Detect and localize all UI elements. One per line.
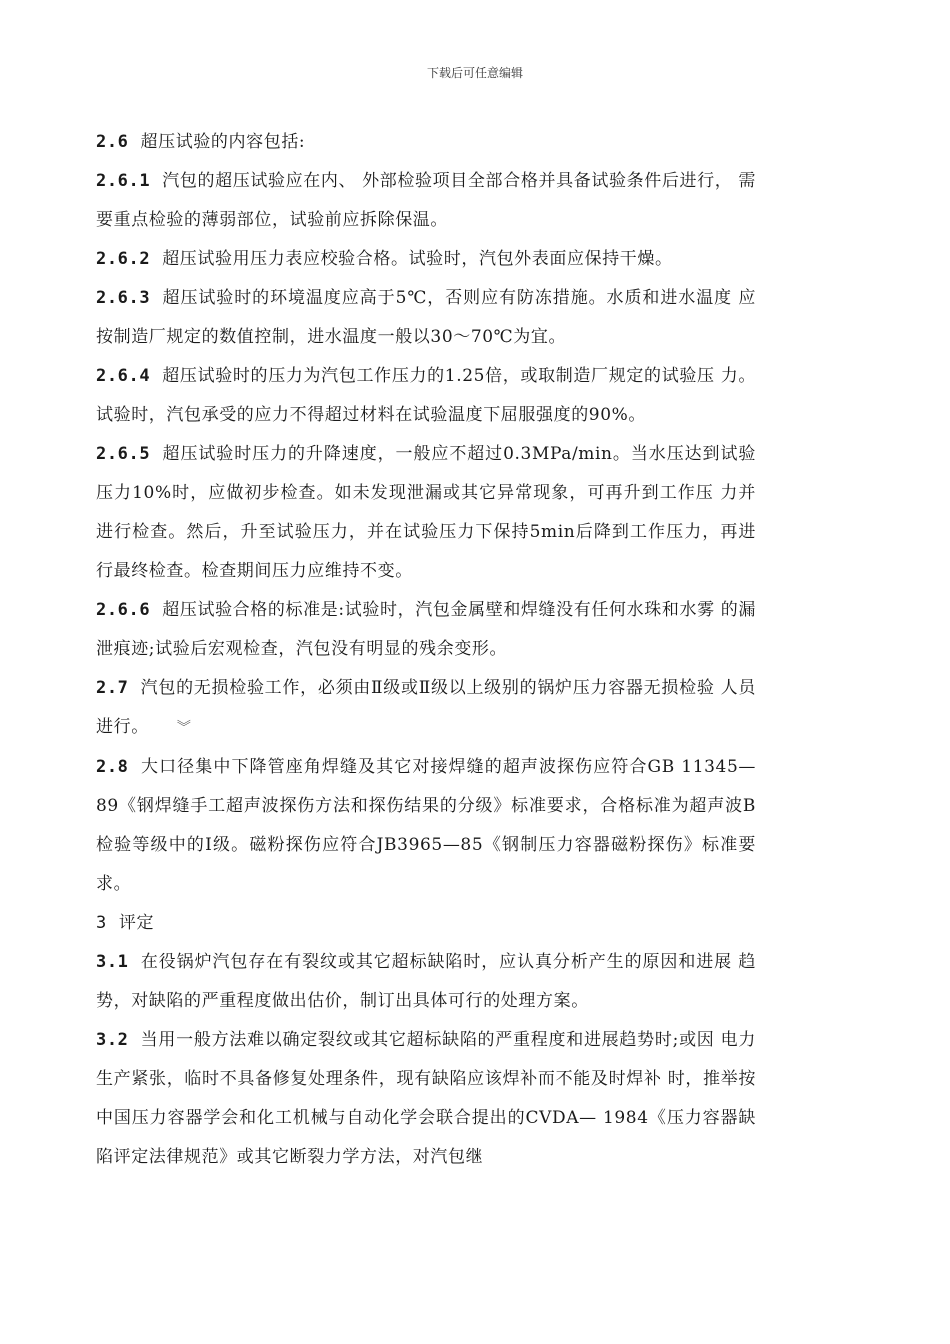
paragraph — [96, 123, 756, 162]
paragraph — [96, 357, 756, 435]
paragraph-text: 汽包的无损检验工作，必须由Ⅱ级或Ⅱ级以上级别的锅炉压力容器无损检验 人员进行。 — [96, 678, 756, 737]
page-header: 下载后可任意编辑 — [426, 66, 523, 80]
paragraph — [96, 669, 756, 748]
section-heading — [96, 904, 756, 943]
paragraph-text: 汽包的超压试验应在内、 外部检验项目全部合格并具备试验条件后进行， 需要重点检验的薄弱部位，试验前应拆除保温。 — [96, 171, 756, 230]
paragraph — [96, 591, 756, 669]
paragraph-text: 在役锅炉汽包存在有裂纹或其它超标缺陷时，应认真分析产生的原因和进展 趋势，对缺陷的严重程度做出估价，制订出具体可行的处理方案。 — [96, 952, 756, 1011]
section-heading-text: 评定 — [118, 913, 155, 933]
paragraph — [96, 279, 756, 357]
section-number: 3 — [96, 913, 107, 933]
paragraph — [96, 748, 756, 904]
section-number: 3.2 — [96, 1030, 129, 1050]
paragraph-text: 当用一般方法难以确定裂纹或其它超标缺陷的严重程度和进展趋势时;或因 电力生产紧张，临时不具备修复处理条件，现有缺陷应该焊补而不能及时焊补 时，推举按中国压力容器学会和化工机械与自动化学会联合提出的CVDA— 1984《压力容器缺陷评定法律规范》或其它断裂力学方法，对汽包继 — [96, 1030, 756, 1167]
section-number: 3.1 — [96, 952, 129, 972]
paragraph-text: 超压试验时的压力为汽包工作压力的1.25倍，或取制造厂规定的试验压 力。试验时，汽包承受的应力不得超过材料在试验温度下屈服强度的90%。 — [96, 366, 756, 425]
paragraph-text: 超压试验用压力表应校验合格。试验时，汽包外表面应保持干燥。 — [162, 249, 673, 269]
section-number: 2.7 — [96, 678, 129, 698]
paragraph-text: 超压试验时的环境温度应高于5℃，否则应有防冻措施。水质和进水温度 应按制造厂规定的数值控制，进水温度一般以30～70℃为宜。 — [96, 288, 756, 347]
section-number: 2.6.4 — [96, 366, 151, 386]
paragraph — [96, 162, 756, 240]
section-number: 2.6.3 — [96, 288, 151, 308]
paragraph — [96, 943, 756, 1021]
section-number: 2.8 — [96, 757, 129, 777]
section-number: 2.6.5 — [96, 444, 151, 464]
paragraph-text: 超压试验合格的标准是:试验时，汽包金属壁和焊缝没有任何水珠和水雾 的漏泄痕迹;试验后宏观检查，汽包没有明显的残余变形。 — [96, 600, 756, 659]
paragraph-text: 大口径集中下降管座角焊缝及其它对接焊缝的超声波探伤应符合GB 11345—89《钢焊缝手工超声波探伤方法和探伤结果的分级》标准要求，合格标准为超声波B检验等级中的Ⅰ级。磁粉探伤应符合JB3965—85《钢制压力容器磁粉探伤》标准要求。 — [96, 757, 756, 894]
paragraph-text: 超压试验时压力的升降速度，一般应不超过0.3MPa/min。当水压达到试验 压力10%时，应做初步检查。如未发现泄漏或其它异常现象，可再升到工作压 力并进行检查。然后，升至试验压力，并在试验压力下保持5min后降到工作压力，再进行最终检查。检查期间压力应维持不变。 — [96, 444, 756, 581]
section-number: 2.6 — [96, 132, 129, 152]
paragraph — [96, 240, 756, 279]
paragraph — [96, 435, 756, 591]
section-number: 2.6.6 — [96, 600, 151, 620]
double-chevron-down-mark: ︾ — [176, 720, 192, 736]
section-number: 2.6.2 — [96, 249, 151, 269]
paragraph — [96, 1021, 756, 1177]
paragraph-text: 超压试验的内容包括: — [140, 132, 306, 152]
section-number: 2.6.1 — [96, 171, 151, 191]
document-body — [96, 123, 756, 1177]
